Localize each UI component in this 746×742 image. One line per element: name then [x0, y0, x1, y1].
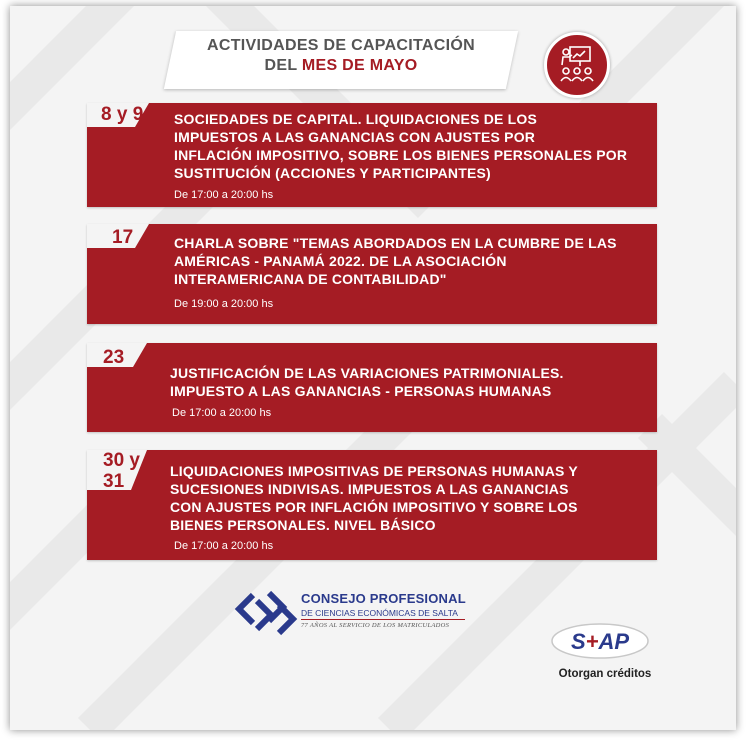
divider — [301, 619, 465, 620]
event-title-line: SUSTITUCIÓN (ACCIONES Y PARTICIPANTES) — [174, 165, 491, 181]
event-title — [170, 364, 564, 400]
credits-label: Otorgan créditos — [558, 668, 652, 680]
org-name: CONSEJO PROFESIONAL — [301, 591, 466, 606]
event-title-line: CHARLA SOBRE "TEMAS ABORDADOS EN LA CUMBRE DE LAS — [174, 235, 617, 251]
event-title-line: INFLACIÓN IMPOSITIVO, SOBRE LOS BIENES PERSONALES POR — [174, 147, 628, 163]
cpce-logo — [233, 587, 299, 637]
event-title — [174, 110, 627, 182]
event-date: 23 — [103, 347, 125, 368]
event-title-line: INTERAMERICANA DE CONTABILIDAD" — [174, 271, 447, 287]
event-title-line: SOCIEDADES DE CAPITAL. LIQUIDACIONES DE LOS — [174, 111, 538, 127]
event-date: 17 — [112, 227, 134, 248]
title-line-2 — [170, 56, 512, 76]
page-title — [170, 36, 512, 76]
org-subtitle: DE CIENCIAS ECONÓMICAS DE SALTA — [301, 608, 458, 618]
presentation-audience-icon — [544, 32, 610, 98]
event-date — [103, 450, 140, 492]
event-date-line: 30 y — [103, 450, 140, 471]
title-line-1: ACTIVIDADES DE CAPACITACIÓN — [207, 37, 475, 54]
event-date: 8 y 9 — [101, 104, 144, 125]
svg-text:S+AP: S+AP — [570, 629, 630, 654]
event-title-line: SUCESIONES INDIVISAS. IMPUESTOS A LAS GANANCIAS — [170, 481, 569, 497]
title-prefix: DEL — [264, 57, 302, 74]
event-time: De 19:00 a 20:00 hs — [174, 298, 274, 310]
event-date-line: 31 — [103, 471, 125, 492]
event-time: De 17:00 a 20:00 hs — [174, 189, 274, 201]
org-tagline: 77 AÑOS AL SERVICIO DE LOS MATRICULADOS — [301, 622, 450, 629]
sfap-logo — [550, 621, 650, 661]
event-time: De 17:00 a 20:00 hs — [174, 540, 274, 552]
event-title-line: LIQUIDACIONES IMPOSITIVAS DE PERSONAS HUMANAS Y — [170, 463, 578, 479]
event-title-line: IMPUESTOS A LAS GANANCIAS CON AJUSTES POR — [174, 129, 536, 145]
event-title — [170, 462, 578, 534]
event-title-line: IMPUESTO A LAS GANANCIAS - PERSONAS HUMANAS — [170, 383, 552, 399]
event-time: De 17:00 a 20:00 hs — [172, 407, 272, 419]
event-title-line: CON AJUSTES POR INFLACIÓN IMPOSITIVO Y SOBRE LOS — [170, 499, 578, 515]
event-title — [174, 234, 617, 288]
event-title-line: JUSTIFICACIÓN DE LAS VARIACIONES PATRIMONIALES. — [170, 365, 564, 381]
event-title-line: AMÉRICAS - PANAMÁ 2022. DE LA ASOCIACIÓN — [174, 253, 507, 269]
title-highlight: MES DE MAYO — [301, 57, 418, 74]
event-title-line: BIENES PERSONALES. NIVEL BÁSICO — [170, 517, 436, 533]
